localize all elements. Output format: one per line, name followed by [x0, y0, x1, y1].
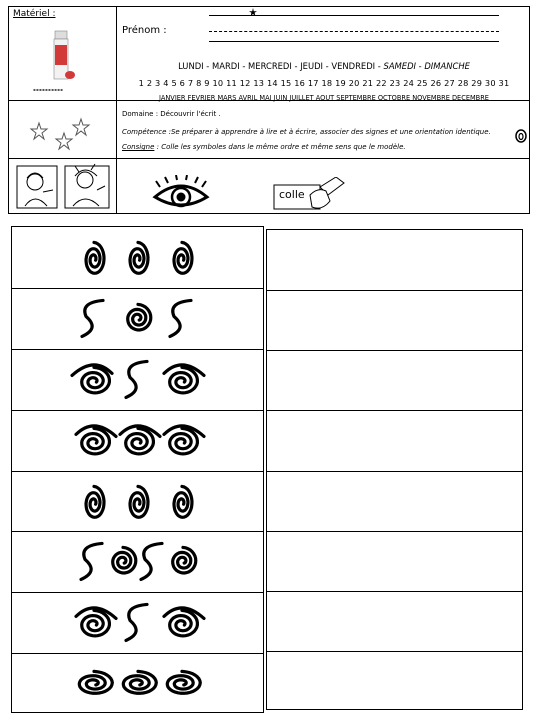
spiral-up-symbol-icon: [130, 242, 148, 273]
s-curve-symbol-icon: [126, 605, 147, 641]
day-dimanche[interactable]: DIMANCHE: [424, 61, 470, 71]
answer-slot[interactable]: [267, 230, 522, 290]
day-mercredi[interactable]: MERCREDI: [248, 61, 292, 71]
header-divider-2: [9, 158, 529, 159]
name-write-line-mid: [209, 31, 499, 32]
worksheet-header: [8, 6, 530, 214]
prenom-label: Prénom :: [122, 25, 167, 36]
spiral-arc-left-symbol-icon: [72, 365, 112, 393]
spiral-flat-symbol-icon: [123, 672, 156, 694]
name-write-line-bottom: [209, 41, 499, 42]
consigne-text: Consigne : Colle les symboles dans le même ordre et même sens que le modèle.: [122, 143, 406, 151]
spiral-arc-symbol-icon: [164, 426, 204, 454]
model-row: [12, 349, 265, 410]
s-curve-symbol-icon: [81, 544, 102, 580]
spiral-up-symbol-icon: [174, 242, 192, 273]
day-numbers[interactable]: 1 2 3 4 5 6 7 8 9 10 11 12 13 14 15 16 17 18 19 20 21 22 23 24 25 26 27 28 29 30 31: [138, 78, 510, 88]
day-mardi[interactable]: MARDI: [211, 61, 240, 71]
day-jeudi[interactable]: JEUDI: [300, 61, 324, 71]
spiral-arc-symbol-icon: [76, 426, 116, 454]
answer-column[interactable]: [266, 229, 523, 710]
eye-icon: [152, 175, 210, 213]
star-marker-icon: [249, 8, 257, 16]
spiral-arc-symbol-icon: [120, 426, 160, 454]
spiral-arc-symbol-icon: [76, 608, 116, 636]
spiral-flat-symbol-icon: [167, 672, 200, 694]
days-of-week: LUNDI - MARDI - MERCREDI - JEUDI - VENDREDI - SAMEDI - DIMANCHE: [178, 61, 470, 71]
spiral-icon: [515, 129, 527, 143]
spiral-round-symbol-icon: [113, 548, 136, 574]
day-lundi[interactable]: LUNDI: [178, 61, 204, 71]
s-curve-symbol-icon: [82, 300, 103, 336]
answer-slot[interactable]: [267, 591, 522, 651]
stars-icon: [29, 117, 99, 153]
model-row: [12, 592, 265, 653]
materiel-label: Matériel :: [13, 9, 56, 19]
header-vertical-divider: [116, 7, 117, 213]
answer-slot[interactable]: [267, 350, 522, 410]
domaine-text: Domaine : Découvrir l'écrit .: [122, 110, 221, 118]
s-curve-symbol-icon: [126, 361, 147, 397]
model-row: [12, 653, 265, 714]
model-row: [12, 288, 265, 349]
answer-slot[interactable]: [267, 471, 522, 531]
answer-slot[interactable]: [267, 651, 522, 711]
model-row: [12, 471, 265, 532]
months-list[interactable]: JANVIER FEVRIER MARS AVRIL MAI JUIN JUILLET AOUT SEPTEMBRE OCTOBRE NOVEMBRE DECEMBRE: [159, 94, 489, 102]
day-vendredi[interactable]: VENDREDI: [331, 61, 376, 71]
answer-slot[interactable]: [267, 531, 522, 591]
model-row: [12, 531, 265, 592]
s-curve-symbol-icon: [170, 300, 191, 336]
spiral-up-symbol-icon: [174, 486, 192, 517]
day-samedi[interactable]: SAMEDI: [383, 61, 416, 71]
spiral-up-symbol-icon: [130, 486, 148, 517]
s-curve-symbol-icon: [141, 544, 162, 580]
spiral-flat-symbol-icon: [79, 672, 112, 694]
model-row: [12, 410, 265, 471]
model-column: [11, 226, 264, 713]
spiral-arc-symbol-icon: [164, 608, 204, 636]
competence-text: Compétence :Se préparer à apprendre à lire et à écrire, associer des signes et une orientation identique.: [122, 128, 491, 136]
glue-stick-icon: [49, 29, 75, 83]
colle-label: colle: [279, 188, 305, 201]
spiral-up-symbol-icon: [86, 242, 104, 273]
exercise-grid: [11, 226, 523, 713]
spiral-round-symbol-icon: [128, 304, 151, 330]
spiral-round-symbol-icon: [173, 548, 196, 574]
spiral-arc-right-symbol-icon: [164, 365, 204, 393]
model-row: [12, 227, 265, 288]
answer-slot[interactable]: [267, 410, 522, 470]
children-illustration-icon: [13, 162, 112, 212]
answer-slot[interactable]: [267, 290, 522, 350]
spiral-up-symbol-icon: [86, 486, 104, 517]
glue-caption-icon: ▪▪▪▪▪▪▪▪▪▪: [33, 87, 64, 92]
